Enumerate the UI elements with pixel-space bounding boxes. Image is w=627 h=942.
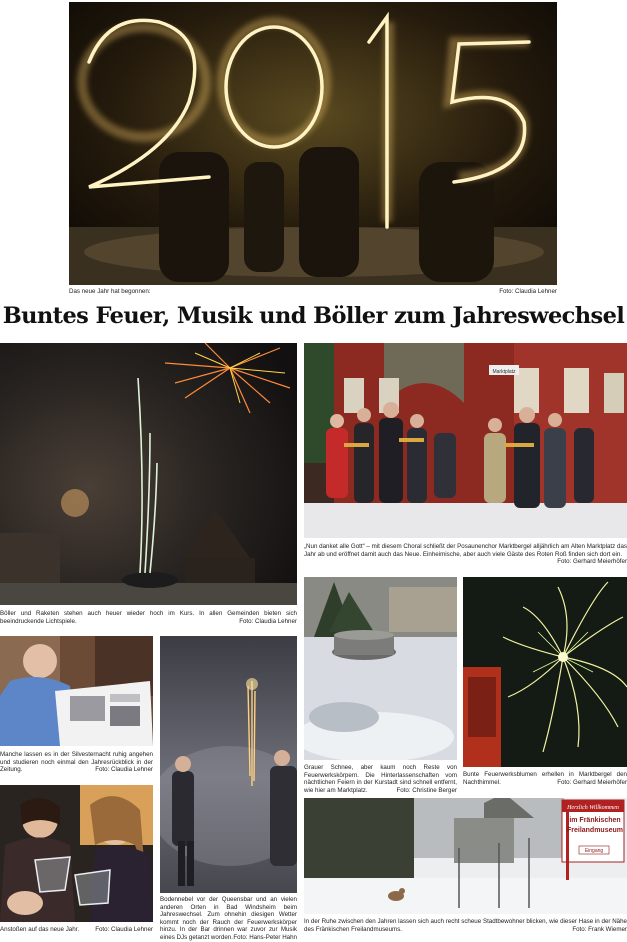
photo-toast (0, 785, 153, 922)
top-photo-sparkler-2015 (69, 2, 557, 285)
museum-sign-line1: Herzlich Willkommen (567, 805, 619, 811)
caption-smoke-queensbar (160, 896, 297, 942)
credit-newspaper-reader: Foto: Claudia Lehner (95, 766, 153, 774)
photo-brass-choir (304, 343, 627, 538)
caption-brass-choir-text: „Nun danket alle Gott“ – mit diesem Choral schließt der Posaunenchor Marktbergel alljährlich am Alten Marktplatz das Jahr ab und eröffnet damit auch das Neue. Einheimische, aber auch viele Gäste des Roten Roß finden sich dort ein. (304, 543, 627, 558)
photo-smoke-queensbar (160, 636, 297, 893)
caption-toast-text: Anstoßen auf das neue Jahr. (0, 926, 80, 933)
page-headline: Buntes Feuer, Musik und Böller zum Jahreswechsel (2, 303, 625, 329)
caption-firework-blossom-text: Bunte Feuerwerksblumen erhellen in Marktbergel den Nachthimmel. (463, 771, 627, 786)
credit-hare-museum: Foto: Frank Wiemer (572, 925, 627, 933)
museum-sign-line3: Freilandmuseum (566, 827, 624, 834)
caption-grey-snow-text: Grauer Schnee, aber kaum noch Reste von Feuerwerkskörpern. Die Hinterlassenschaften vom nächtlichen Feiern in der Kurstadt sind schnell entfernt, wie hier am Marktplatz. (304, 764, 457, 794)
credit-toast: Foto: Claudia Lehner (95, 926, 153, 933)
top-photo-caption: Das neue Jahr hat begonnen: (69, 288, 151, 295)
caption-hare-museum-text: In der Ruhe zwischen den Jahren lassen sich auch recht scheue Stadtbewohner blicken, wie dieser Hase in der Nähe des Fränkischen Freilandmuseums. (304, 918, 627, 933)
caption-grey-snow (304, 764, 457, 794)
caption-brass-choir (304, 543, 627, 566)
credit-grey-snow: Foto: Christine Berger (396, 786, 457, 794)
credit-fireworks-village: Foto: Claudia Lehner (239, 617, 297, 625)
museum-sign-line2: im Fränkischen (569, 817, 621, 824)
photo-grey-snow (304, 577, 457, 760)
credit-brass-choir: Foto: Gerhard Meierhöfer (557, 558, 627, 566)
credit-firework-blossom: Foto: Gerhard Meierhöfer (557, 778, 627, 786)
sparkler-2015-image (69, 2, 557, 285)
caption-fireworks-village-text: Böller und Raketen stehen auch heuer wieder hoch im Kurs. In allen Gemeinden bieten sich beeindruckende Lichtspiele. (0, 610, 297, 625)
photo-hare-museum (304, 798, 627, 914)
credit-smoke-queensbar: Foto: Hans-Peter Hahn (233, 933, 297, 941)
marktplatz-sign-text: Marktplatz (492, 369, 516, 375)
caption-newspaper-reader-text: Manche lassen es in der Silvesternacht ruhig angehen und studieren noch einmal den Jahresrückblick in der Zeitung. (0, 751, 153, 774)
caption-newspaper-reader (0, 751, 153, 774)
photo-fireworks-village (0, 343, 297, 605)
caption-fireworks-village (0, 610, 297, 625)
caption-firework-blossom (463, 771, 627, 786)
caption-hare-museum (304, 918, 627, 933)
photo-firework-blossom (463, 577, 627, 767)
top-photo-credit: Foto: Claudia Lehner (499, 288, 557, 295)
museum-sign-small: Eingang (584, 848, 604, 854)
caption-smoke-queensbar-text: Bodennebel vor der Queensbar und an vielen anderen Orten in Bad Windsheim beim Jahreswechsel. Zum ohnehin diesigen Wetter kommt noch der Rauch der Feuerwerkskörper hinzu. In der Bar drinnen war zuvor zur Musik eines DJs getanzt worden. (160, 896, 297, 941)
caption-toast (0, 926, 153, 934)
photo-newspaper-reader (0, 636, 153, 746)
